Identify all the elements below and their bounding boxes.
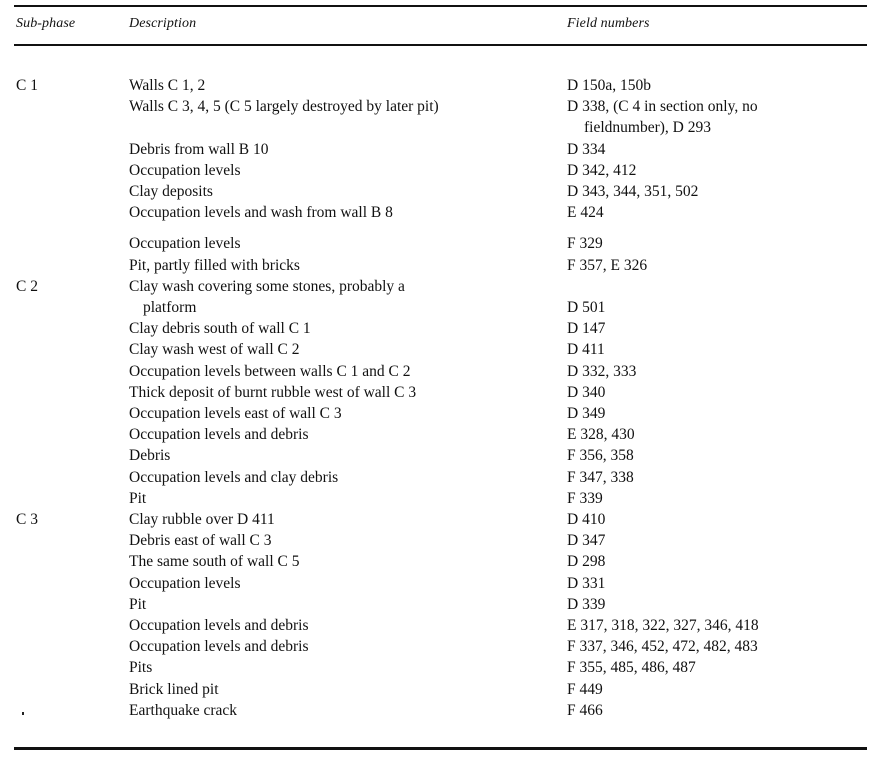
description-cell: Thick deposit of burnt rubble west of wall C 3 (129, 383, 417, 401)
table-row (0, 96, 878, 138)
table-row (0, 139, 878, 160)
field-numbers-cell: D 339 (567, 595, 606, 613)
description-cell: Occupation levels and wash from wall B 8 (129, 204, 393, 222)
field-numbers-cell: D 411 (567, 341, 605, 359)
field-numbers-line: D 338, (C 4 in section only, no (567, 98, 758, 116)
table-row (0, 255, 878, 276)
stray-print-mark (22, 712, 24, 715)
field-numbers-cell: D 501 (567, 299, 606, 317)
table-row (0, 488, 878, 509)
table-row (0, 679, 878, 700)
description-cell: The same south of wall C 5 (129, 553, 300, 571)
field-numbers-cell: F 347, 338 (567, 468, 634, 486)
field-numbers-cell: F 355, 485, 486, 487 (567, 659, 696, 677)
description-cell: Occupation levels and debris (129, 426, 309, 444)
field-numbers-cell: D 343, 344, 351, 502 (567, 183, 699, 200)
table-row (0, 636, 878, 657)
description-cell: Occupation levels and debris (129, 638, 309, 656)
description-cell: Occupation levels east of wall C 3 (129, 405, 342, 423)
description-cell: Clay debris south of wall C 1 (129, 320, 311, 338)
description-cell: Occupation levels (129, 574, 241, 592)
field-numbers-cell: D 150a, 150b (567, 77, 651, 94)
table-row (0, 700, 878, 721)
description-continuation: platform (143, 299, 197, 317)
table-row (0, 339, 878, 360)
field-numbers-cell: D 334 (567, 140, 606, 158)
description-cell: Earthquake crack (129, 701, 238, 719)
field-numbers-cell: F 337, 346, 452, 472, 482, 483 (567, 638, 758, 656)
table-row (0, 594, 878, 615)
field-numbers-cell: D 342, 412 (567, 161, 637, 179)
description-cell: Clay deposits (129, 183, 213, 200)
description-cell: Occupation levels between walls C 1 and C 2 (129, 362, 411, 380)
table-row (0, 615, 878, 636)
field-numbers-cell: F 356, 358 (567, 447, 634, 465)
description-cell: Debris (129, 447, 171, 465)
field-numbers-cell: E 328, 430 (567, 426, 635, 444)
field-numbers-cell: D 410 (567, 511, 606, 529)
field-numbers-cell: F 466 (567, 701, 603, 719)
table-row (0, 424, 878, 445)
sub-phase-cell: C 2 (16, 277, 38, 295)
field-numbers-cell: E 317, 318, 322, 327, 346, 418 (567, 617, 759, 635)
table-row (0, 361, 878, 382)
sub-phase-cell: C 3 (16, 511, 38, 529)
description-cell: Pits (129, 659, 153, 677)
table-row (0, 202, 878, 223)
table-top-rule (14, 5, 867, 7)
table-row (0, 181, 878, 202)
field-numbers-cell: F 329 (567, 235, 603, 253)
description-cell (129, 276, 539, 318)
table-row (0, 509, 878, 530)
table-row (0, 75, 878, 96)
sub-phase-cell: C 1 (16, 77, 38, 94)
table-row (0, 445, 878, 466)
table-row (0, 530, 878, 551)
description-cell: Clay rubble over D 411 (129, 511, 275, 529)
header-description: Description (129, 16, 197, 31)
field-numbers-cell: F 357, E 326 (567, 256, 648, 274)
table-row (0, 160, 878, 181)
description-cell: Pit (129, 595, 147, 613)
description-cell: Pit (129, 489, 147, 507)
table-row (0, 382, 878, 403)
description-line: Clay wash covering some stones, probably a (129, 277, 405, 295)
table-header-rule (14, 44, 867, 46)
header-sub-phase: Sub-phase (16, 16, 76, 31)
description-cell: Debris east of wall C 3 (129, 532, 272, 550)
field-numbers-cell (567, 96, 865, 138)
field-numbers-cell: F 449 (567, 680, 603, 698)
field-numbers-continuation: fieldnumber), D 293 (584, 119, 711, 137)
table-row (0, 657, 878, 678)
description-cell: Pit, partly filled with bricks (129, 256, 300, 274)
table-row (0, 233, 878, 254)
table-row (0, 276, 878, 318)
description-cell: Occupation levels and debris (129, 617, 309, 635)
field-numbers-cell: D 349 (567, 405, 606, 423)
field-numbers-cell: D 298 (567, 553, 606, 571)
description-cell: Walls C 3, 4, 5 (C 5 largely destroyed by later pit) (129, 98, 439, 116)
description-cell: Clay wash west of wall C 2 (129, 341, 300, 359)
table-row (0, 467, 878, 488)
table-bottom-rule (14, 747, 867, 750)
field-numbers-cell: E 424 (567, 204, 604, 222)
field-numbers-cell: D 340 (567, 383, 606, 401)
header-field-numbers: Field numbers (567, 16, 650, 31)
field-numbers-cell: F 339 (567, 489, 603, 507)
description-cell: Brick lined pit (129, 680, 219, 698)
field-numbers-cell: D 332, 333 (567, 362, 637, 380)
description-cell: Occupation levels (129, 235, 241, 253)
description-cell: Occupation levels and clay debris (129, 468, 339, 486)
table-body (0, 75, 878, 721)
table-row (0, 573, 878, 594)
description-cell: Debris from wall B 10 (129, 140, 269, 158)
table-row (0, 403, 878, 424)
description-cell: Occupation levels (129, 161, 241, 179)
field-numbers-cell: D 347 (567, 532, 606, 550)
description-cell: Walls C 1, 2 (129, 77, 206, 94)
field-numbers-cell: D 147 (567, 320, 606, 338)
table-row (0, 551, 878, 572)
table-row (0, 318, 878, 339)
field-numbers-cell: D 331 (567, 574, 606, 592)
